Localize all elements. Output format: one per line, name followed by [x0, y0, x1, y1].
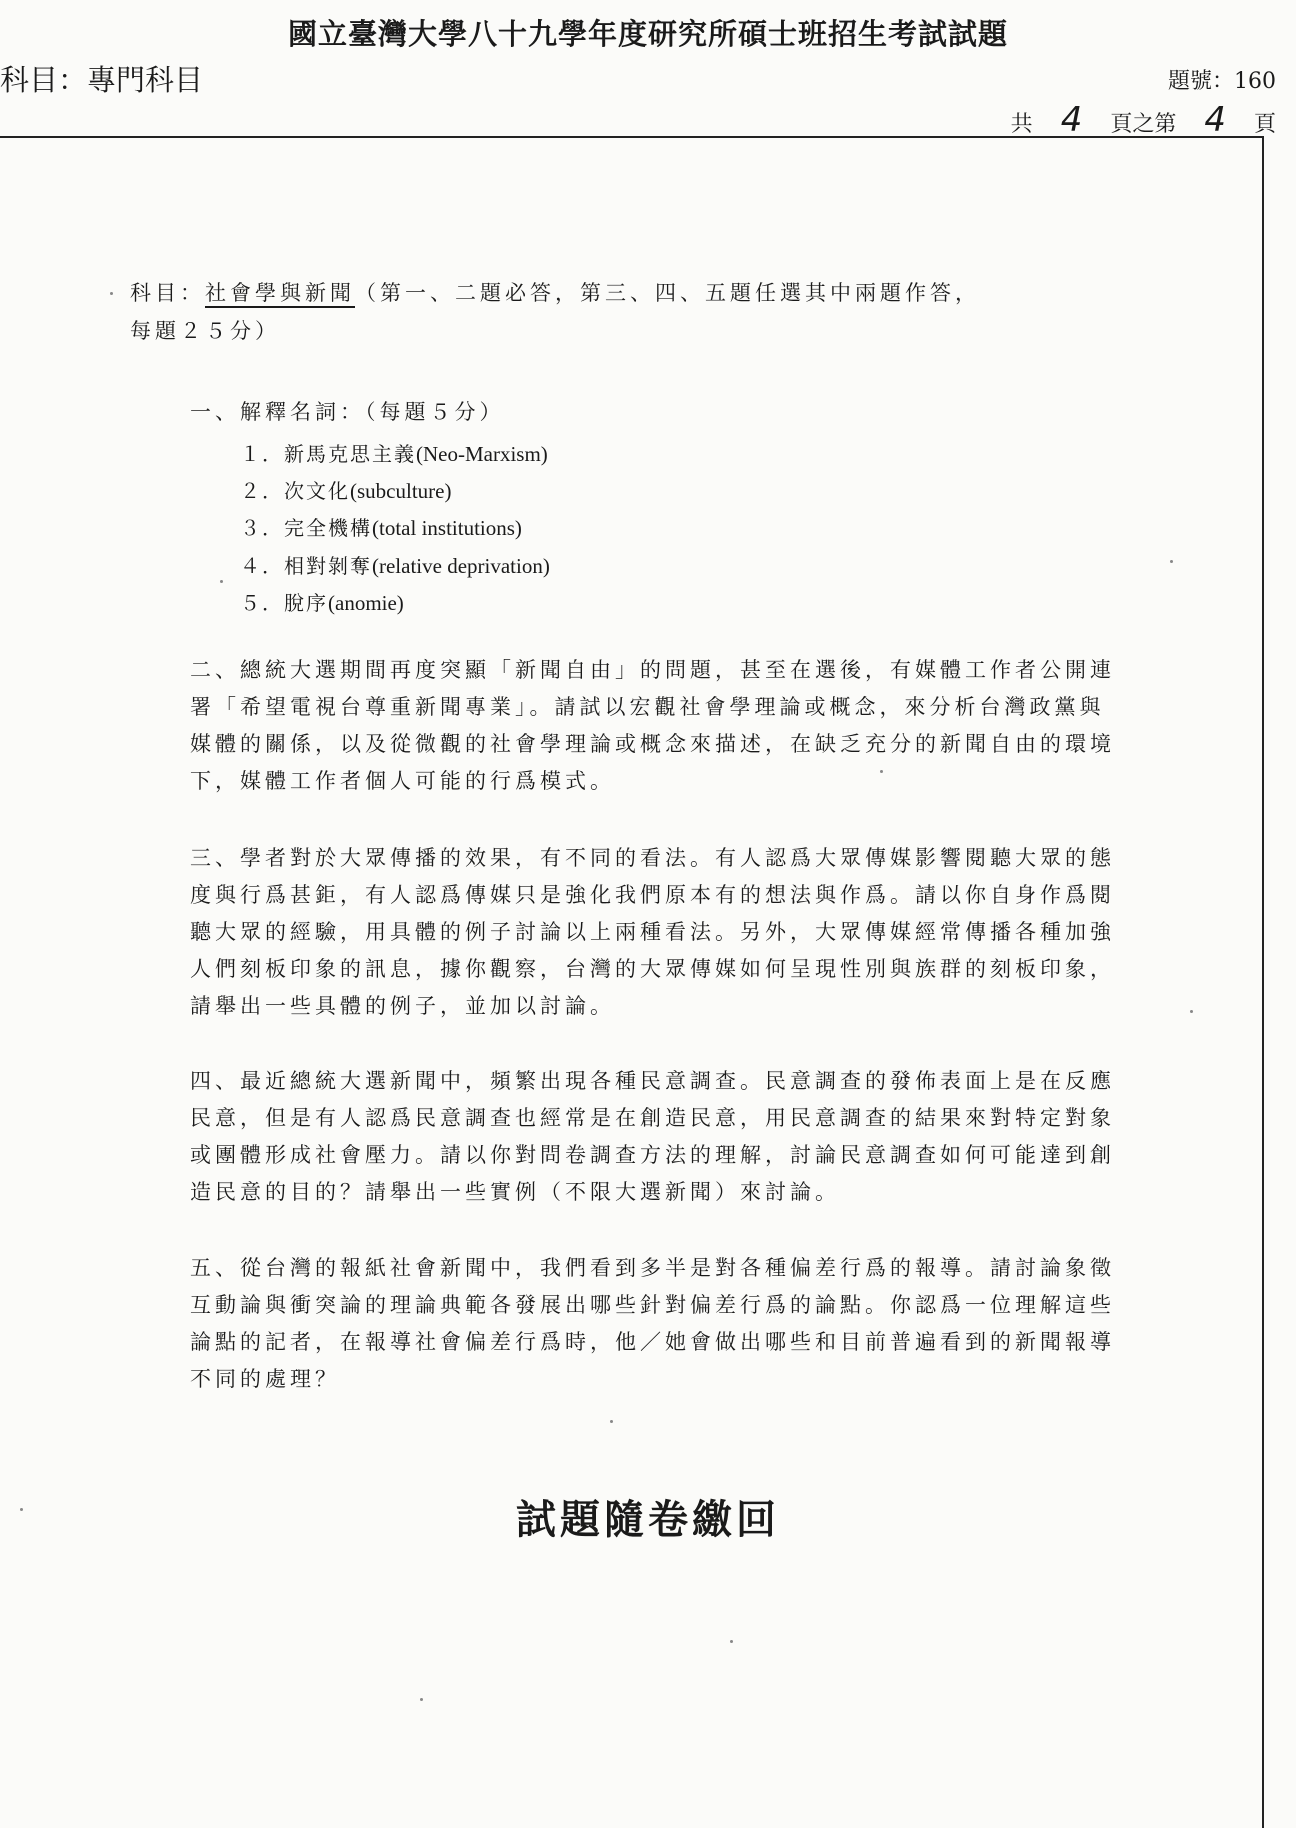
page-middle: 頁之第	[1110, 112, 1177, 137]
term-chinese: 新馬克思主義	[284, 442, 416, 466]
question-line: 二、總統大選期間再度突顯「新聞自由」的問題，甚至在選後，有媒體工作者公開連	[190, 658, 1115, 682]
exam-title: 國立臺灣大學八十九學年度研究所碩士班招生考試試題	[287, 17, 1008, 51]
term-english: (Neo-Marxism)	[416, 442, 548, 466]
term-number: ３．	[240, 516, 284, 540]
page-current: 4	[1204, 100, 1226, 140]
subject-header: 科目：專門科目	[0, 63, 204, 97]
term-number: １．	[240, 442, 284, 466]
question-number: 題號：160	[1168, 69, 1276, 94]
question-line: 造民意的目的？請舉出一些實例（不限大選新聞）來討論。	[190, 1180, 840, 1204]
course-instructions-cont: 每題２５分）	[130, 319, 280, 343]
question-line: 人們刻板印象的訊息，據你觀察，台灣的大眾傳媒如何呈現性別與族群的刻板印象，	[190, 957, 1115, 981]
term-number: ２．	[240, 479, 284, 503]
course-instructions: （第一、二題必答，第三、四、五題任選其中兩題作答，	[355, 281, 980, 305]
term-item	[240, 587, 404, 616]
question-4	[190, 1063, 1130, 1211]
question-line: 五、從台灣的報紙社會新聞中，我們看到多半是對各種偏差行爲的報導。請討論象徵	[190, 1256, 1115, 1280]
term-english: (relative deprivation)	[372, 554, 550, 578]
scan-speck	[1190, 1010, 1193, 1013]
question-line: 媒體的關係，以及從微觀的社會學理論或概念來描述，在缺乏充分的新聞自由的環境	[190, 732, 1115, 756]
course-line	[130, 275, 1140, 312]
term-chinese: 脫序	[284, 591, 328, 615]
question-1-heading: 一、解釋名詞：（每題５分）	[190, 400, 505, 424]
term-english: (total institutions)	[372, 516, 522, 540]
term-number: ４．	[240, 554, 284, 578]
question-line: 聽大眾的經驗，用具體的例子討論以上兩種看法。另外，大眾傳媒經常傳播各種加強	[190, 920, 1115, 944]
course-name: 社會學與新聞	[205, 281, 355, 305]
question-line: 署「希望電視台尊重新聞專業」。請試以宏觀社會學理論或概念，來分析台灣政黨與	[190, 695, 1105, 719]
question-line: 度與行爲甚鉅，有人認爲傳媒只是強化我們原本有的想法與作爲。請以你自身作爲閱	[190, 883, 1115, 907]
term-item	[240, 550, 550, 579]
scan-speck	[610, 1420, 613, 1423]
term-chinese: 完全機構	[284, 516, 372, 540]
page-total: 4	[1060, 100, 1083, 140]
question-line: 論點的記者，在報導社會偏差行爲時，他／她會做出哪些和目前普遍看到的新聞報導	[190, 1330, 1115, 1354]
term-item	[240, 512, 522, 541]
question-line: 民意，但是有人認爲民意調查也經常是在創造民意，用民意調查的結果來對特定對象	[190, 1106, 1115, 1130]
term-chinese: 相對剝奪	[284, 554, 372, 578]
scan-speck	[420, 1698, 423, 1701]
scan-speck	[880, 770, 883, 773]
scan-speck	[1170, 560, 1173, 563]
question-line: 互動論與衝突論的理論典範各發展出哪些針對偏差行爲的論點。你認爲一位理解這些	[190, 1293, 1115, 1317]
term-item	[240, 475, 451, 504]
question-5	[190, 1250, 1130, 1398]
scan-speck	[220, 580, 223, 583]
question-line: 或團體形成社會壓力。請以你對問卷調查方法的理解，討論民意調查如何可能達到創	[190, 1143, 1115, 1167]
question-3	[190, 840, 1130, 1025]
scan-speck	[20, 1508, 23, 1511]
question-line: 三、學者對於大眾傳播的效果，有不同的看法。有人認爲大眾傳媒影響閱聽大眾的態	[190, 846, 1115, 870]
scan-speck	[730, 1640, 733, 1643]
page-info	[1011, 100, 1276, 140]
question-line: 請舉出一些具體的例子，並加以討論。	[190, 994, 615, 1018]
term-item	[240, 438, 548, 467]
question-line: 四、最近總統大選新聞中，頻繁出現各種民意調查。民意調查的發佈表面上是在反應	[190, 1069, 1115, 1093]
scan-speck	[110, 292, 113, 295]
question-line: 不同的處理？	[190, 1367, 340, 1391]
return-notice: 試題隨卷繳回	[516, 1496, 780, 1543]
term-english: (anomie)	[328, 591, 404, 615]
term-chinese: 次文化	[284, 479, 350, 503]
page-prefix: 共	[1010, 112, 1033, 137]
term-english: (subculture)	[350, 479, 452, 503]
question-line: 下，媒體工作者個人可能的行爲模式。	[190, 769, 615, 793]
course-label: 科目：	[130, 281, 205, 305]
page-suffix: 頁	[1253, 112, 1276, 137]
term-number: ５．	[240, 591, 284, 615]
question-2	[190, 652, 1130, 800]
